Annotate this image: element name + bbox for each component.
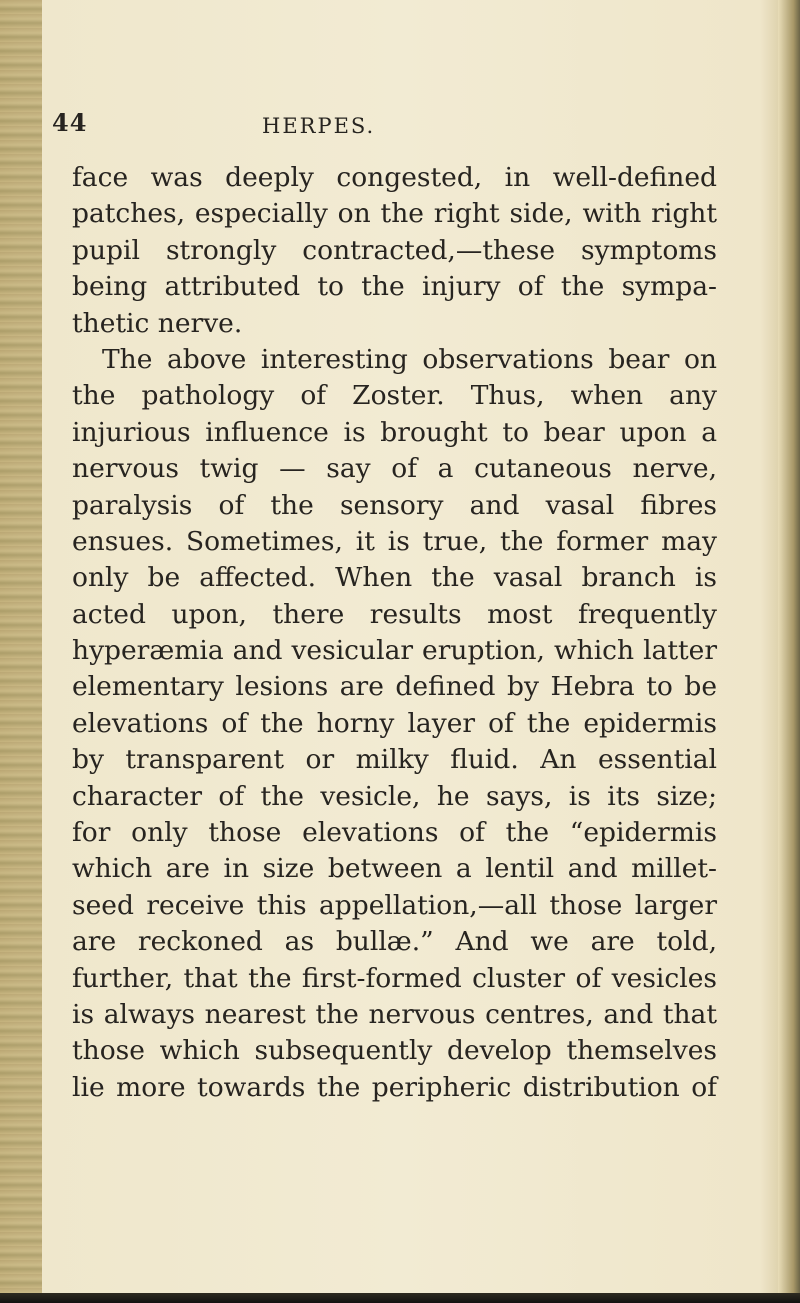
- text-line: thetic nerve.: [72, 307, 243, 339]
- text-line: The above interesting observations bear on: [102, 343, 717, 375]
- text-line: injurious influence is brought to bear upon a: [72, 416, 717, 448]
- text-line: character of the vesicle, he says, is its size;: [72, 780, 717, 812]
- text-line: seed receive this appellation,—all those larger: [72, 889, 717, 921]
- text-line: patches, especially on the right side, with right: [72, 198, 717, 230]
- text-line: acted upon, there results most frequently: [72, 598, 717, 630]
- text-line: nervous twig — say of a cutaneous nerve,: [72, 453, 717, 485]
- running-header: [52, 100, 752, 152]
- text-line: hyperæmia and vesicular eruption, which latter: [72, 635, 717, 667]
- text-line: lie more towards the peripheric distribution of: [72, 1071, 717, 1103]
- text-line: for only those elevations of the “epidermis: [72, 817, 717, 849]
- text-line: those which subsequently develop themselves: [72, 1035, 717, 1067]
- body-text: [72, 160, 717, 1106]
- text-line: which are in size between a lentil and millet-: [72, 853, 717, 885]
- text-line: face was deeply congested, in well-defined: [72, 162, 717, 193]
- text-line: only be affected. When the vasal branch is: [72, 562, 717, 594]
- page-edge-shadow: [778, 0, 800, 1303]
- text-line: being attributed to the injury of the sympa-: [72, 271, 717, 303]
- page-number: 44: [52, 108, 88, 137]
- text-line: are reckoned as bullæ.” And we are told,: [72, 926, 717, 958]
- text-line: is always nearest the nervous centres, and that: [72, 998, 717, 1030]
- book-binding-edge: [0, 0, 42, 1303]
- text-line: by transparent or milky fluid. An essential: [72, 744, 717, 776]
- text-line: elementary lesions are defined by Hebra to be: [72, 671, 717, 703]
- text-line: paralysis of the sensory and vasal fibres: [72, 489, 717, 521]
- text-line: elevations of the horny layer of the epidermis: [72, 707, 717, 739]
- bottom-scan-edge: [0, 1293, 800, 1303]
- text-line: further, that the first-formed cluster of vesicles: [72, 962, 717, 994]
- text-line: ensues. Sometimes, it is true, the former may: [72, 525, 717, 557]
- text-line: the pathology of Zoster. Thus, when any: [72, 380, 717, 412]
- text-line: pupil strongly contracted,—these symptoms: [72, 234, 717, 266]
- page-content: [52, 100, 752, 1280]
- running-title: HERPES.: [262, 114, 376, 138]
